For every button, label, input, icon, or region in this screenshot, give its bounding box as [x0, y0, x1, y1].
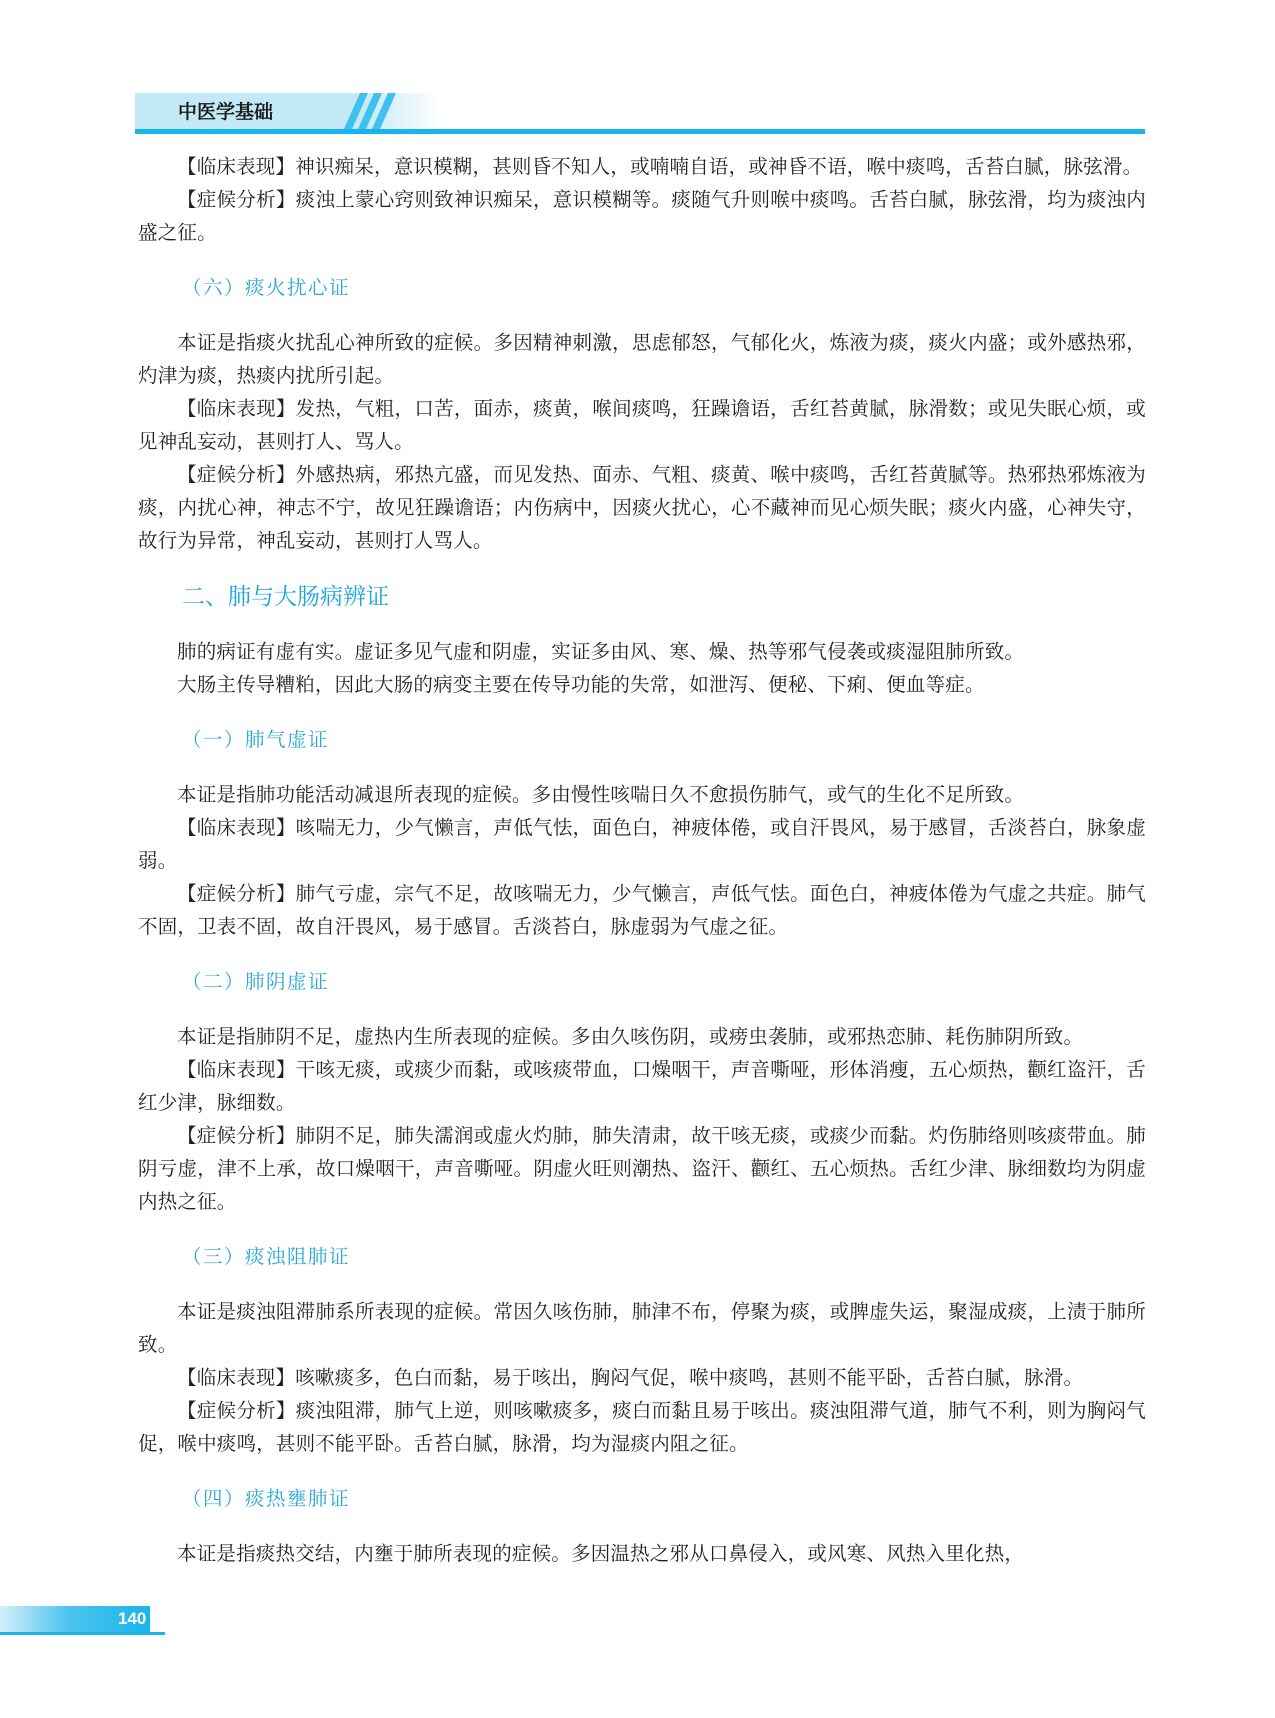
- paragraph: 【临床表现】神识痴呆，意识模糊，甚则昏不知人，或喃喃自语，或神昏不语，喉中痰鸣，舌苔白腻，脉弦滑。: [177, 155, 1143, 178]
- section-heading: 二、肺与大肠病辨证: [182, 584, 389, 610]
- paragraph: 本证是指痰热交结，内壅于肺所表现的症候。多因温热之邪从口鼻侵入，或风寒、风热入里化热，: [177, 1542, 1025, 1565]
- page-footer: [0, 1600, 1275, 1640]
- subsection-heading: （四）痰热壅肺证: [182, 1487, 351, 1510]
- subsection-heading: （三）痰浊阻肺证: [182, 1245, 351, 1268]
- subsection-heading: （六）痰火扰心证: [182, 276, 351, 299]
- footer-rule: [0, 1632, 165, 1635]
- paragraph: 本证是指肺阴不足，虚热内生所表现的症候。多由久咳伤阴，或痨虫袭肺，或邪热恋肺、耗伤肺阴所致。: [177, 1025, 1084, 1048]
- paragraph: 【临床表现】干咳无痰，或痰少而黏，或咳痰带血，口燥咽干，声音嘶哑，形体消瘦，五心烦热，颧红盗汗，舌红少津，脉细数。: [138, 1058, 1146, 1114]
- paragraph: 大肠主传导糟粕，因此大肠的病变主要在传导功能的失常，如泄泻、便秘、下痢、便血等症。: [177, 673, 985, 696]
- subsection-heading: （二）肺阴虚证: [182, 970, 330, 993]
- paragraph: 本证是指痰火扰乱心神所致的症候。多因精神刺激，思虑郁怒，气郁化火，炼液为痰，痰火内盛；或外感热邪，灼津为痰，热痰内扰所引起。: [138, 331, 1146, 387]
- header-rule: [135, 129, 1145, 134]
- paragraph: 【症候分析】肺阴不足，肺失濡润或虚火灼肺，肺失清肃，故干咳无痰，或痰少而黏。灼伤肺络则咳痰带血。肺阴亏虚，津不上承，故口燥咽干，声音嘶哑。阴虚火旺则潮热、盗汗、颧红、五心烦热。舌红少津、脉细数均为阴虚内热之征。: [138, 1124, 1146, 1213]
- page-body: [138, 150, 1146, 1570]
- paragraph: 肺的病证有虚有实。虚证多见气虚和阴虚，实证多由风、寒、燥、热等邪气侵袭或痰湿阻肺所致。: [177, 640, 1025, 663]
- paragraph: 【症候分析】外感热病，邪热亢盛，而见发热、面赤、气粗、痰黄、喉中痰鸣，舌红苔黄腻等。热邪热邪炼液为痰，内扰心神，神志不宁，故见狂躁谵语；内伤病中，因痰火扰心，心不藏神而见心烦失眠；痰火内盛，心神失守，故行为异常，神乱妄动，甚则打人骂人。: [138, 463, 1146, 552]
- paragraph: 【症候分析】肺气亏虚，宗气不足，故咳喘无力，少气懒言，声低气怯。面色白，神疲体倦为气虚之共症。肺气不固，卫表不固，故自汗畏风，易于感冒。舌淡苔白，脉虚弱为气虚之征。: [138, 882, 1146, 938]
- page-header: [0, 0, 1275, 140]
- page-number: 140: [118, 1609, 147, 1628]
- paragraph: 【症候分析】痰浊阻滞，肺气上逆，则咳嗽痰多，痰白而黏且易于咳出。痰浊阻滞气道，肺气不利，则为胸闷气促，喉中痰鸣，甚则不能平卧。舌苔白腻，脉滑，均为湿痰内阻之征。: [138, 1399, 1146, 1455]
- header-stripes-decoration: [330, 93, 400, 129]
- book-title: 中医学基础: [178, 101, 274, 123]
- paragraph: 【症候分析】痰浊上蒙心窍则致神识痴呆，意识模糊等。痰随气升则喉中痰鸣。舌苔白腻，脉弦滑，均为痰浊内盛之征。: [138, 188, 1146, 244]
- paragraph: 【临床表现】咳喘无力，少气懒言，声低气怯，面色白，神疲体倦，或自汗畏风，易于感冒，舌淡苔白，脉象虚弱。: [138, 816, 1146, 872]
- paragraph: 【临床表现】咳嗽痰多，色白而黏，易于咳出，胸闷气促，喉中痰鸣，甚则不能平卧，舌苔白腻，脉滑。: [177, 1366, 1084, 1389]
- paragraph: 本证是指肺功能活动减退所表现的症候。多由慢性咳喘日久不愈损伤肺气，或气的生化不足所致。: [177, 783, 1025, 806]
- subsection-heading: （一）肺气虚证: [182, 728, 330, 751]
- paragraph: 【临床表现】发热，气粗，口苦，面赤，痰黄，喉间痰鸣，狂躁谵语，舌红苔黄腻，脉滑数；或见失眠心烦，或见神乱妄动，甚则打人、骂人。: [138, 397, 1146, 453]
- paragraph: 本证是痰浊阻滞肺系所表现的症候。常因久咳伤肺，肺津不布，停聚为痰，或脾虚失运，聚湿成痰，上渍于肺所致。: [138, 1300, 1146, 1356]
